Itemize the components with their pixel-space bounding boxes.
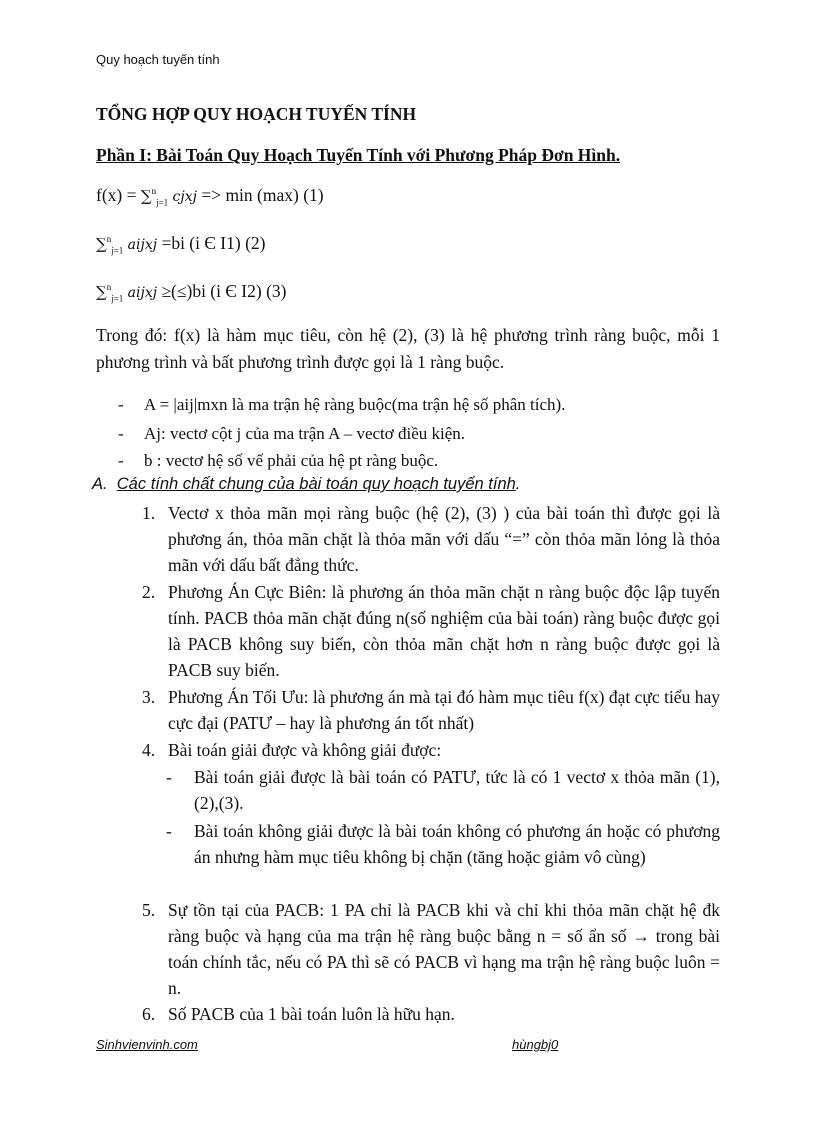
formula-constraint-eq xyxy=(96,233,266,256)
intro-paragraph: Trong đó: f(x) là hàm mục tiêu, còn hệ (2), (3) là hệ phương trình ràng buộc, mỗi 1 phương trình và bất phương trình được gọi là 1 ràng buộc. xyxy=(96,325,720,372)
list-item-number: 4. xyxy=(142,740,156,760)
footer-site-link[interactable]: Sinhvienvinh.com xyxy=(96,1037,198,1052)
sum-lower: j=1 xyxy=(156,197,169,208)
sub-list-item: - Bài toán giải được là bài toán có PATƯ, tức là có 1 vectơ x thỏa mãn (1),(2),(3). xyxy=(166,764,720,816)
list-item xyxy=(142,897,720,1001)
bullet-text: A = |aij|mxn là ma trận hệ ràng buộc(ma trận hệ số phân tích). xyxy=(144,395,566,414)
sub-list-item-text: Bài toán giải được là bài toán có PATƯ, tức là có 1 vectơ x thỏa mãn (1),(2),(3). xyxy=(194,767,720,813)
sum-upper: n xyxy=(106,234,112,245)
list-item xyxy=(142,684,720,736)
bullet-item: - b : vectơ hệ số vế phải của hệ pt ràng buộc. xyxy=(118,451,439,470)
formula-objective-rhs: => min (max) (1) xyxy=(196,185,324,205)
list-item xyxy=(142,1001,720,1027)
sum-upper: n xyxy=(106,282,112,293)
list-item xyxy=(142,737,720,763)
sum-upper: n xyxy=(151,186,157,197)
sum-lower: j=1 xyxy=(111,293,124,304)
constraint-ineq-term: aijxj xyxy=(127,285,158,301)
list-item-number: 6. xyxy=(142,1004,156,1024)
list-item xyxy=(142,500,720,578)
list-item-number: 5. xyxy=(142,900,156,920)
bullet-text: b : vectơ hệ số vế phải của hệ pt ràng buộc. xyxy=(144,451,439,470)
formula-constraint-ineq-rhs: ≥(≤)bi (i Є I2) (3) xyxy=(157,281,287,301)
bullet-item: - A = |aij|mxn là ma trận hệ ràng buộc(ma trận hệ số phân tích). xyxy=(118,395,566,414)
document-title: TỔNG HỢP QUY HOẠCH TUYẾN TÍNH xyxy=(96,104,417,124)
page-header: Quy hoạch tuyến tính xyxy=(96,52,220,67)
list-item-text: Số PACB của 1 bài toán luôn là hữu hạn. xyxy=(168,1004,455,1024)
footer-author: hùngbj0 xyxy=(512,1037,559,1052)
sub-list-item-text: Bài toán không giải được là bài toán không có phương án hoặc có phương án nhưng hàm mục tiêu không bị chặn (tăng hoặc giảm vô cùng) xyxy=(194,821,720,867)
sum-symbol: ∑ xyxy=(96,235,107,253)
section-a-letter: A. xyxy=(92,475,108,493)
list-item-text: Phương Án Cực Biên: là phương án thỏa mãn chặt n ràng buộc độc lập tuyến tính. PACB thỏa mãn chặt đúng n(số nghiệm của bài toán) ràng buộc được gọi là PACB không suy biến, còn thỏa mãn chặt hơn n ràng buộc được gọi là PACB suy biến. xyxy=(168,582,720,680)
sub-list-item: - Bài toán không giải được là bài toán không có phương án hoặc có phương án nhưng hàm mục tiêu không bị chặn (tăng hoặc giảm vô cùng) xyxy=(166,818,720,870)
list-item-text: Vectơ x thỏa mãn mọi ràng buộc (hệ (2), (3) ) của bài toán thì được gọi là phương án, thỏa mãn chặt là thỏa mãn với dấu “=” còn thỏa mãn lỏng là thỏa mãn với dấu bất đẳng thức. xyxy=(168,503,720,575)
sum-symbol: ∑ xyxy=(140,187,152,205)
objective-term: cjxj xyxy=(172,189,197,205)
bullet-text: Aj: vectơ cột j của ma trận A – vectơ điều kiện. xyxy=(144,424,466,443)
formula-objective xyxy=(96,185,324,208)
constraint-eq-term: aijxj xyxy=(127,237,158,253)
list-item-number: 2. xyxy=(142,582,156,602)
list-item-text: Phương Án Tối Ưu: là phương án mà tại đó hàm mục tiêu f(x) đạt cực tiểu hay cực đại (PATƯ – hay là phương án tốt nhất) xyxy=(168,687,720,733)
list-item-number: 3. xyxy=(142,687,156,707)
part-heading: Phần I: Bài Toán Quy Hoạch Tuyến Tính với Phương Pháp Đơn Hình. xyxy=(96,145,621,165)
list-item-number: 1. xyxy=(142,503,156,523)
sum-lower: j=1 xyxy=(111,245,124,256)
formula-constraint-ineq xyxy=(96,281,286,304)
sum-symbol: ∑ xyxy=(96,283,107,301)
section-a-heading: A. Các tính chất chung của bài toán quy hoạch tuyến tính. xyxy=(92,475,521,493)
section-a-title: Các tính chất chung của bài toán quy hoạch tuyến tính xyxy=(116,475,516,493)
list-item xyxy=(142,579,720,683)
list-item-text: Bài toán giải được và không giải được: xyxy=(168,740,442,760)
bullet-item: - Aj: vectơ cột j của ma trận A – vectơ điều kiện. xyxy=(118,424,466,443)
formula-constraint-eq-rhs: =bi (i Є I1) (2) xyxy=(157,233,266,253)
formula-objective-lhs: f(x) = xyxy=(96,185,141,205)
list-item-text: Sự tồn tại của PACB: 1 PA chỉ là PACB khi và chỉ khi thỏa mãn chặt hệ đk ràng buộc và hạng của ma trận hệ ràng buộc bằng n = số ẩn số → trong bài toán chính tắc, nếu có PA thì sẽ có PACB vì hạng ma trận hệ ràng buộc luôn = n. xyxy=(168,900,720,998)
